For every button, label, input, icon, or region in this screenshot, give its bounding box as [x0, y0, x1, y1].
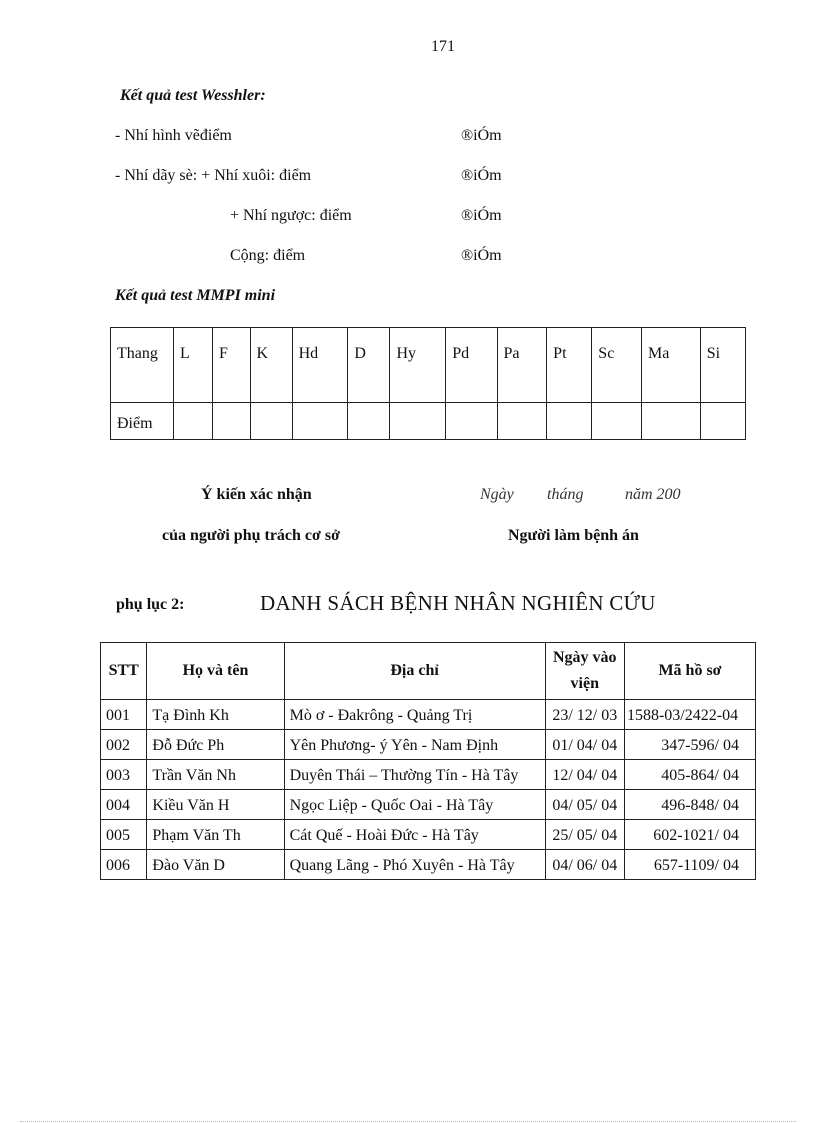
approval-label: Ý kiến xác nhận	[201, 486, 312, 503]
page-number: 171	[431, 38, 455, 55]
appendix-label: phụ lục 2:	[116, 596, 185, 613]
wechsler-row-value: ®iÓm	[461, 127, 502, 144]
cell-name: Phạm Văn Th	[147, 820, 284, 850]
date-month-label: tháng	[547, 486, 584, 503]
cell-stt: 002	[101, 730, 147, 760]
table-header-row	[101, 643, 756, 700]
facility-head-label: của người phụ trách cơ sở	[162, 527, 340, 544]
cell-record: 602-1021/ 04	[624, 820, 755, 850]
wechsler-row-label: - Nhí hình vẽđiểm	[115, 127, 232, 144]
cell-address: Quang Lãng - Phó Xuyên - Hà Tây	[284, 850, 545, 880]
cell-stt: 001	[101, 700, 147, 730]
date-year-label: năm 200	[625, 486, 681, 503]
mmpi-scale: Pa	[497, 328, 547, 403]
cell-record: 347-596/ 04	[624, 730, 755, 760]
mmpi-heading: Kết quả test MMPI mini	[115, 287, 276, 304]
cell-date: 12/ 04/ 04	[545, 760, 624, 790]
header-stt: STT	[101, 643, 147, 700]
mmpi-table	[110, 327, 746, 440]
cell-name: Trần Văn Nh	[147, 760, 284, 790]
table-row	[101, 730, 756, 760]
wechsler-row-label: Cộng: điểm	[230, 247, 306, 264]
cell-address: Duyên Thái – Thường Tín - Hà Tây	[284, 760, 545, 790]
mmpi-score-cell	[348, 403, 390, 440]
cell-stt: 005	[101, 820, 147, 850]
cell-record: 657-1109/ 04	[624, 850, 755, 880]
mmpi-score-row	[111, 403, 746, 440]
mmpi-score-cell	[700, 403, 745, 440]
mmpi-score-cell	[592, 403, 642, 440]
patient-table	[100, 642, 756, 880]
cell-address: Cát Quế - Hoài Đức - Hà Tây	[284, 820, 545, 850]
appendix-title: DANH SÁCH BỆNH NHÂN NGHIÊN CỨU	[260, 591, 656, 615]
mmpi-score-cell	[446, 403, 497, 440]
wechsler-row-value: ®iÓm	[461, 167, 502, 184]
mmpi-row-label: Điểm	[111, 403, 174, 440]
cell-address: Ngọc Liệp - Quốc Oai - Hà Tây	[284, 790, 545, 820]
wechsler-row-value: ®iÓm	[461, 247, 502, 264]
cell-record: 1588-03/2422-04	[624, 700, 755, 730]
mmpi-score-cell	[250, 403, 292, 440]
cell-stt: 003	[101, 760, 147, 790]
header-record: Mã hồ sơ	[624, 643, 755, 700]
mmpi-scale: Sc	[592, 328, 642, 403]
cell-record: 496-848/ 04	[624, 790, 755, 820]
mmpi-scale: Ma	[641, 328, 700, 403]
cell-name: Đào Văn D	[147, 850, 284, 880]
mmpi-score-cell	[292, 403, 348, 440]
header-address: Địa chỉ	[284, 643, 545, 700]
mmpi-score-cell	[641, 403, 700, 440]
mmpi-score-cell	[547, 403, 592, 440]
mmpi-row-label: Thang	[111, 328, 174, 403]
cell-date: 23/ 12/ 03	[545, 700, 624, 730]
cell-stt: 006	[101, 850, 147, 880]
cell-date: 04/ 05/ 04	[545, 790, 624, 820]
mmpi-scale: K	[250, 328, 292, 403]
mmpi-scale: Pt	[547, 328, 592, 403]
wechsler-row-label: - Nhí dãy sè: + Nhí xuôi: điểm	[115, 167, 312, 184]
wechsler-row-label: + Nhí ngược: điểm	[230, 207, 352, 224]
mmpi-scale-row	[111, 328, 746, 403]
mmpi-score-cell	[174, 403, 213, 440]
record-author-label: Người làm bệnh án	[508, 527, 639, 544]
header-name: Họ và tên	[147, 643, 284, 700]
wechsler-heading: Kết quả test Wesshler:	[120, 87, 266, 104]
mmpi-scale: Hd	[292, 328, 348, 403]
cell-name: Tạ Đình Kh	[147, 700, 284, 730]
mmpi-scale: L	[174, 328, 213, 403]
mmpi-scale: D	[348, 328, 390, 403]
mmpi-score-cell	[390, 403, 446, 440]
cell-date: 01/ 04/ 04	[545, 730, 624, 760]
mmpi-scale: F	[213, 328, 251, 403]
table-row	[101, 820, 756, 850]
cell-address: Yên Phương- ý Yên - Nam Định	[284, 730, 545, 760]
cell-stt: 004	[101, 790, 147, 820]
header-date: Ngày vào viện	[545, 643, 624, 700]
table-row	[101, 760, 756, 790]
mmpi-scale: Si	[700, 328, 745, 403]
cell-record: 405-864/ 04	[624, 760, 755, 790]
table-row	[101, 790, 756, 820]
table-row	[101, 850, 756, 880]
cell-address: Mò ơ - Đakrông - Quảng Trị	[284, 700, 545, 730]
cell-name: Kiều Văn H	[147, 790, 284, 820]
page-bottom-edge	[20, 1121, 796, 1122]
cell-date: 04/ 06/ 04	[545, 850, 624, 880]
wechsler-row-value: ®iÓm	[461, 207, 502, 224]
date-day-label: Ngày	[480, 486, 514, 503]
mmpi-scale: Hy	[390, 328, 446, 403]
mmpi-score-cell	[497, 403, 547, 440]
table-row	[101, 700, 756, 730]
mmpi-score-cell	[213, 403, 251, 440]
mmpi-scale: Pd	[446, 328, 497, 403]
cell-name: Đỗ Đức Ph	[147, 730, 284, 760]
cell-date: 25/ 05/ 04	[545, 820, 624, 850]
